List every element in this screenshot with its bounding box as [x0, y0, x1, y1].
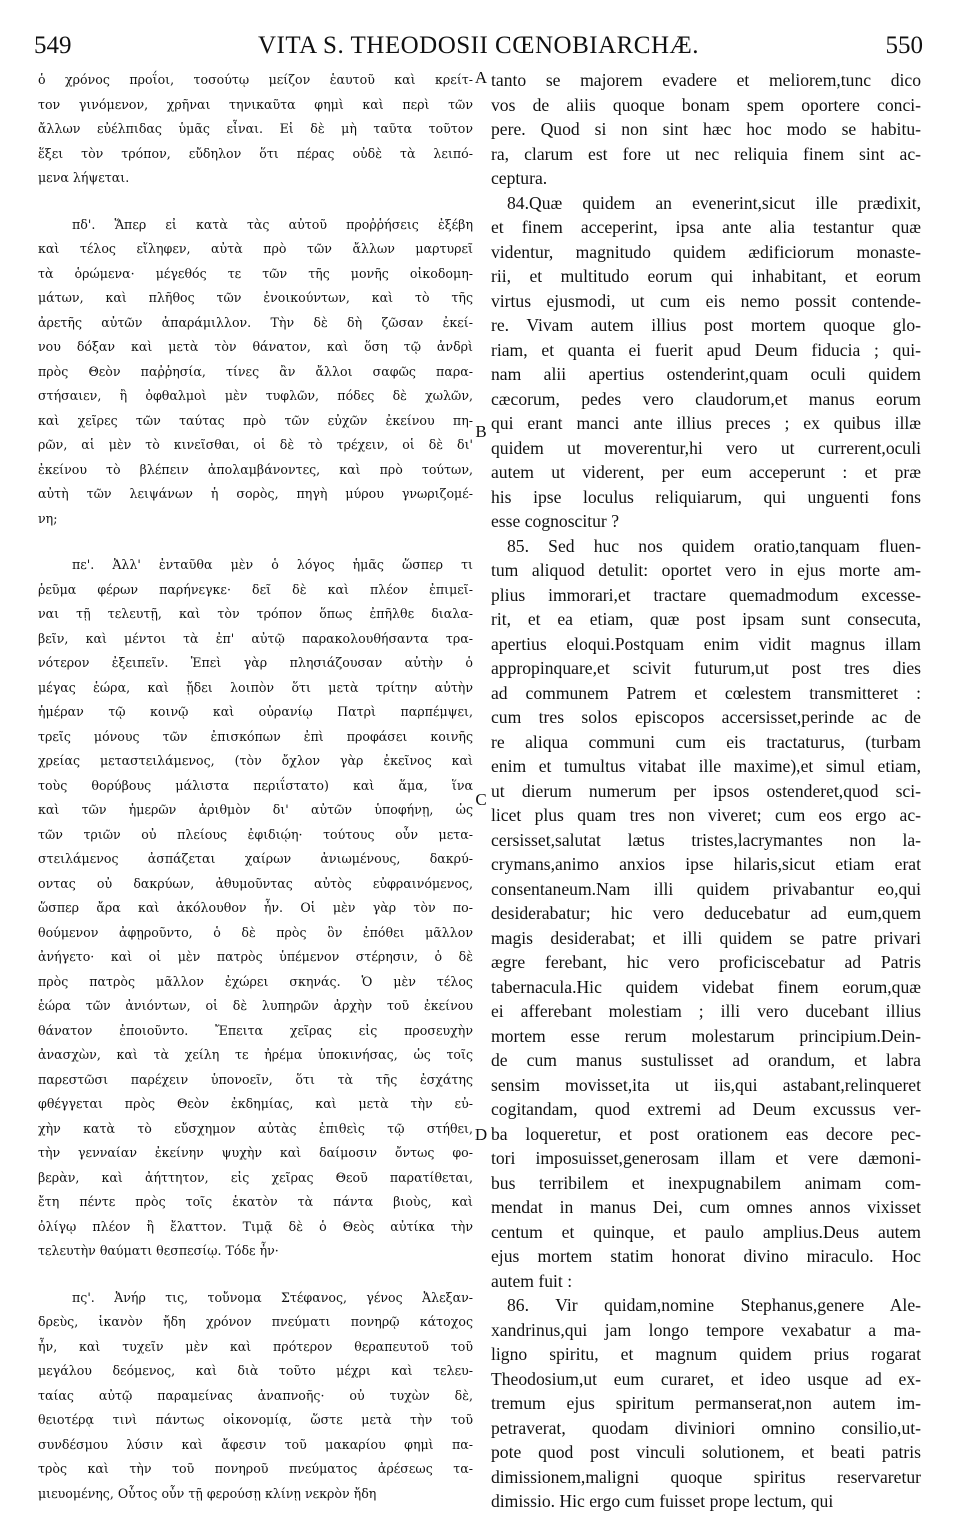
greek-text-line: πδ'. Ἅπερ εἰ κατὰ τὰς αὐτοῦ προῤῥήσεις ἐξέβη: [72, 216, 473, 232]
latin-text-line: pere. Quod si non sint hæc hoc modo se habitu-: [491, 119, 921, 139]
greek-text-line: ἑώρα τῶν ἀνιόντων, οἱ δὲ λυπηρῶν ἀρχὴν τοῦ ἐκείνου: [38, 998, 473, 1013]
latin-text-line: qui erant manci ante illius preces ; ex quibus illæ: [491, 413, 921, 433]
greek-text-line: πε'. Ἀλλ' ἐνταῦθα μὲν ὁ λόγος ἡμᾶς ὥσπερ τι: [72, 557, 473, 572]
latin-paragraph: [491, 191, 921, 534]
latin-text-line: autem fuit :: [491, 1270, 573, 1291]
latin-text-line: riam, et quanta ei fuerit apud Deum fiducia ; qui-: [491, 339, 921, 360]
latin-text-line: ceptura.: [491, 168, 548, 188]
greek-text-line: ὀλίγῳ πλέον ἢ ἔλαττον. Τιμᾷ δὲ ὁ Θεὸς αὐτίκα τὴν: [38, 1218, 473, 1234]
greek-text-line: αὐτὴ τῶν λειψάνων ἡ σορὸς, πηγὴ μύρου γνωριζομέ-: [38, 486, 473, 501]
latin-text-line: licet plus quam tres non viveret; cum eos ergo ac-: [491, 805, 921, 825]
latin-text-line: appropinquare,et scivit futurum,ut post tres dies: [491, 658, 921, 678]
latin-text-line: petraverat, quodam diviniori omnino consilio,ut-: [491, 1417, 921, 1438]
margin-letter-d: D: [474, 1125, 488, 1144]
greek-text-line: πρὸς Θεὸν παῤῥησία, τίνες ἂν ἄλλοι σαφῶς παρα-: [38, 363, 473, 379]
greek-text-line: ἔτη πέντε πρὸς τοῖς ἑκατὸν τὰ πάντα βιοὺς, καὶ: [38, 1194, 473, 1209]
greek-text-line: τῶν τριῶν οὐ πλείους ἐφιδιῴη· τούτους οὖν μετα-: [38, 826, 473, 842]
latin-text-line: rit, et ea etiam, quæ post ipsam sunt consecuta,: [491, 609, 921, 629]
latin-text-line: ba loqueretur, et post orationem eas decore pec-: [491, 1123, 921, 1144]
latin-text-line: re. Vivam autem illius post mortem quoque glo-: [491, 315, 921, 335]
latin-text-line: 84.Quæ quidem an evenerint,sicut ille prædixit,: [507, 192, 921, 213]
latin-paragraph: [491, 68, 921, 191]
latin-text-line: dimissio. Hic ergo cum fuisset prope lectum, qui: [491, 1491, 834, 1511]
greek-text-line: μιευομένης, Οὗτος οὖν τῇ φερούσῃ κλίνῃ νεκρὸν ἤδη: [38, 1485, 377, 1501]
greek-text-line: ἐκείνου τὸ βλέπειν ἀπολαμβάνοντες, καὶ πρὸ τούτων,: [38, 461, 473, 477]
greek-text-line: τὰ ὁρώμενα· μέγεθός τε τῶν τῆς μονῆς οἰκοδομη-: [38, 265, 473, 281]
latin-text-line: ejus mortem statim honorat divino miraculo. Hoc: [491, 1246, 921, 1266]
greek-text-line: μάτων, καὶ πλῆθος τῶν ἐνοικούντων, καὶ τὸ τῆς: [38, 290, 473, 305]
greek-text-line: ἀρετῆς αὐτῶν ἀπαράμιλλον. Τὴν δὲ δὴ ζῶσαν ἐκεί-: [38, 314, 473, 330]
latin-text-line: rii, et multitudo eorum qui inhabitant, et eorum: [491, 266, 921, 286]
latin-text-line: quidem ut moverentur,hi vero ut currerent,oculi: [491, 437, 921, 458]
greek-text-line: χρείας μεταστειλάμενος, (τὸν ὄχλον γὰρ ἐκεῖνος καὶ: [38, 753, 473, 768]
greek-text-line: οντας οὐ δακρύων, ἀθυμοῦντας αὐτὸς εὐφραινόμενος,: [38, 875, 473, 891]
latin-text-line: tum aliquod detulit: oportet vero in ejus morte am-: [491, 560, 921, 580]
greek-text-line: θούμενον ἀφῃροῦντο, ὁ δὲ πρὸς ὃν ἐπόθει μᾶλλον: [38, 924, 473, 940]
running-title: VITA S. THEODOSII CŒNOBIARCHÆ.: [257, 32, 700, 59]
greek-text-line: τον γινόμενον, χρῆναι τηνικαῦτα φημὶ καὶ περὶ τῶν: [38, 96, 473, 112]
latin-text-line: tremum ejus spiritum permanserat,non autem im-: [491, 1393, 921, 1413]
greek-text-line: βερὰν, καὶ ἀήττητον, εἰς χεῖρας Θεοῦ παρατίθεται,: [38, 1169, 473, 1185]
latin-text-line: 86. Vir quidam,nomine Stephanus,genere Ale-: [507, 1295, 921, 1315]
latin-text-line: tanto se majorem evadere et meliorem,tunc dico: [491, 70, 921, 90]
latin-text-line: et finem acceperint, ipsa ante alia testantur quæ: [491, 217, 921, 237]
greek-text-line: τρεῖς μόνους τῶν ἐπισκόπων ἐπὶ προφάσει κοινῆς: [38, 728, 473, 744]
latin-text-line: bus terribilem et inexpugnabilem animam com-: [491, 1172, 921, 1193]
latin-text-line: Theodosium,ut eum curaret, et ideo usque ad ex-: [491, 1368, 921, 1389]
latin-text-line: dimissionem,maligni quoque spiritus reservaretur: [491, 1466, 921, 1487]
greek-text-line: ἡμέραν τῷ κοινῷ καὶ οὐρανίῳ Πατρὶ παρπέμψει,: [38, 704, 473, 719]
greek-text-line: καὶ τέλος εἴληφεν, αὐτὰ πρὸ τῶν ἄλλων μαρτυρεῖ: [38, 241, 473, 256]
greek-text-line: μενα λήψεται.: [38, 170, 130, 185]
latin-text-line: mendat in manus Dei, cum omnes annos vixisset: [491, 1197, 921, 1217]
latin-text-line: desiderabatur; hic vero deducebatur ad eum,quem: [491, 903, 921, 923]
latin-text-line: tabernacula.Hic quidem videbat finem eorum,quæ: [491, 976, 921, 997]
latin-text-line: ei afferebant molestiam ; illi vero ducebant illius: [491, 1001, 921, 1021]
latin-text-line: ligno spiritu, et magnum quidem prius rogarat: [491, 1344, 921, 1364]
latin-text-line: xandrinus,qui jam longo tempore vexabatur a ma-: [491, 1319, 921, 1340]
greek-paragraph: [38, 1286, 473, 1507]
latin-text-line: consentaneum.Nam illi quidem privabantur eo,qui: [491, 878, 921, 899]
greek-text-line: τελευτὴν θαύματι θεσπεσίῳ. Τόδε ἦν·: [38, 1243, 279, 1258]
latin-text-line: cogitandam, quod extremi ad Deum excussus ver-: [491, 1099, 921, 1119]
latin-text-line: vos de aliis quoque bonam spem oportere conci-: [491, 94, 921, 115]
latin-text-line: mortem esse rerum molestarum principium.Dein-: [491, 1025, 921, 1046]
greek-text-line: ταίας αὐτῷ παραμείνας ἀναπνοῆς· οὐ τυχὼν δὲ,: [38, 1387, 473, 1403]
latin-text-line: virtus ejusmodi, ut cum eis nemo possit contende-: [491, 290, 921, 311]
latin-text-line: enim et tumultus vitabat ille maxime),et simul etiam,: [491, 756, 921, 776]
greek-text-line: καὶ τῶν ἡμερῶν ἀριθμὸν δι' αὐτῶν ὑποφήνῃ, ὡς: [38, 802, 473, 817]
paragraph-gap: [38, 1264, 473, 1286]
latin-text-line: nam alii apertius ostenderint,quam oculi quidem: [491, 364, 921, 384]
greek-text-line: ἀνήγετο· καὶ οἱ μὲν πατρὸς ὑπέμενον στέρησιν, ὁ δὲ: [38, 949, 473, 964]
greek-paragraph: [38, 553, 473, 1264]
latin-text-line: cæcorum, pedes vero claudorum,et manus eorum: [491, 388, 921, 409]
latin-paragraph: [491, 534, 921, 1294]
latin-text-line: magis desiderabat; et illi quidem se patre privari: [491, 927, 921, 948]
latin-text-line: videntur, magnitudo quidem ædificiorum monaste-: [491, 241, 921, 262]
latin-text-line: apertius eloqui.Postquam enim vidit magnus illam: [491, 633, 921, 654]
greek-text-line: δρεὺς, ἱκανὸν ἤδη χρόνον πνεύματι πονηρῷ κάτοχος: [38, 1314, 473, 1329]
greek-text-line: μέγας ἑώρα, καὶ ᾔδει λοιπὸν ὅτι μετὰ τρίτην αὐτὴν: [38, 679, 473, 695]
greek-text-line: χὴν κατὰ τὸ εὔσχημον αὐτὰς ἐπιθεὶς τῷ στήθει,: [38, 1120, 473, 1136]
latin-text-line: cum tres solos episcopos accersisset,perinde ac de: [491, 707, 921, 727]
margin-letter-b: B: [475, 422, 487, 441]
greek-text-line: νότερον ἐξειπεῖν. Ἐπεὶ γὰρ πλησιάζουσαν αὐτὴν ὁ: [38, 655, 473, 670]
greek-text-line: πρὸς πατρὸς μᾶλλον ἐχώρει σκηνάς. Ὁ μὲν τέλος: [38, 973, 473, 989]
latin-text-line: autem ut viderent, per eum acceperunt : et præ: [491, 462, 921, 482]
margin-letter-a: A: [474, 68, 488, 87]
greek-text-line: στειλάμενος ἀσπάζεται χαίρων ἀνιωμένους, δακρύ-: [38, 851, 473, 866]
latin-text-column: [491, 68, 921, 1514]
greek-text-column: [38, 68, 473, 1506]
greek-text-line: θειοτέρᾳ τινὶ πάντως οἰκονομίᾳ, ὥστε μετὰ τὴν τοῦ: [38, 1412, 473, 1427]
latin-text-line: 85. Sed huc nos quidem oratio,tanquam fluen-: [507, 535, 921, 556]
greek-text-line: ῥεῦμα φέρων παρήνεγκε· δεῖ δὲ καὶ πλέον ἐπιμεῖ-: [38, 581, 473, 597]
greek-text-line: ἀνασχὼν, καὶ τὰ χείλη τε ἠρέμα ὑποκινήσας, ὡς τοῖς: [38, 1047, 473, 1062]
margin-letter-c: C: [475, 790, 487, 809]
greek-text-line: νη;: [38, 510, 58, 526]
latin-text-line: de cum manus sustulisset ad orandum, et labra: [491, 1050, 921, 1070]
greek-text-line: ὁ χρόνος προΐοι, τοσούτῳ μείζον ἑαυτοῦ καὶ κρείτ-: [38, 72, 473, 87]
greek-text-line: τὴν γενναίαν ἐκείνην ψυχὴν καὶ δαίμοσιν ὄντως φο-: [38, 1145, 473, 1160]
latin-text-line: cersisset,salutat lætus tristes,lacrymantes non la-: [491, 829, 921, 850]
greek-text-line: τοὺς θορύβους μάλιστα περιΐστατο) καὶ ἅμα, ἵνα: [38, 777, 473, 793]
latin-paragraph: [491, 1293, 921, 1514]
latin-text-line: crymans,animo anxios ipse hilaris,sicut etiam erat: [491, 854, 921, 874]
latin-text-line: sensim movisset,ita ut iis,qui astabant,relinqueret: [491, 1074, 921, 1095]
latin-text-line: ad communem Patrem et cœlestem transmitteret :: [491, 682, 921, 703]
greek-text-line: βεῖν, καὶ μέντοι τὰ ἐπ' αὐτῷ παρακολουθήσαντα τρα-: [38, 630, 473, 646]
latin-text-line: plius immorari,et tractare quemadmodum excesse-: [491, 584, 921, 605]
page-header: [34, 30, 923, 62]
greek-paragraph: [38, 68, 473, 191]
greek-text-line: θάνατον ἐποιοῦντο. Ἔπειτα χεῖρας εἰς προσευχὴν: [38, 1022, 473, 1038]
greek-text-line: στήσαιεν, ἢ ὀφθαλμοὶ μὲν τυφλῶν, πόδες δὲ χωλῶν,: [38, 388, 473, 403]
latin-text-line: tori imposuisset,generosam illam et vere dæmoni-: [491, 1148, 921, 1168]
greek-paragraph: [38, 213, 473, 532]
latin-text-line: centum et quinque, et paulo amplius.Deus autem: [491, 1221, 921, 1242]
latin-text-line: ut dierum numerum per ipsos ostenderet,quod sci-: [491, 780, 921, 801]
latin-text-line: pote quod post vinculi solutionem, et beati patris: [491, 1442, 921, 1462]
latin-text-line: re aliqua communi cum eis tractaturus, (turbam: [491, 731, 921, 752]
greek-text-line: μεγάλου δεόμενος, καὶ διὰ τοῦτο μέχρι καὶ τελευ-: [38, 1363, 473, 1378]
greek-text-line: ρῶν, αἱ μὲν τὸ κινεῖσθαι, οἱ δὲ τὸ τρέχειν, οἱ δὲ δι': [38, 437, 473, 452]
greek-text-line: συνδέσμου λύσιν καὶ ἄφεσιν τοῦ μακαρίου φημὶ πα-: [38, 1436, 473, 1452]
page-number-left: 549: [34, 32, 72, 59]
greek-text-line: πς'. Ἀνήρ τις, τοὔνομα Στέφανος, γένος Ἀλεξαν-: [72, 1289, 473, 1305]
latin-text-line: ægre ferebant, hic vero proficiscebatur ad Patris: [491, 952, 921, 972]
greek-text-line: ναι τῇ τελευτῇ, καὶ τὸν τρόπον ὅπως ἐπῆλθε διαλα-: [38, 606, 473, 621]
greek-text-line: νου δόξαν καὶ μετὰ τὸν θάνατον, καὶ ὅση τῷ ἀνδρὶ: [38, 339, 473, 354]
greek-text-line: τρὸς καὶ τὴν τοῦ πονηροῦ πνεύματος ἀρέσεως τα-: [38, 1461, 473, 1476]
greek-text-line: ὥσπερ ἄρα καὶ ἀκόλουθον ἦν. Οἱ μὲν γὰρ τὸν πο-: [38, 900, 473, 915]
latin-text-line: ra, clarum est fore ut nec reliquia finem sint ac-: [491, 143, 921, 164]
paragraph-gap: [38, 191, 473, 213]
latin-text-line: his ipse loculus reliquiarum, qui unguenti fons: [491, 486, 921, 507]
latin-text-line: esse cognoscitur ?: [491, 511, 620, 531]
greek-text-line: παρεστῶσι παρέχειν ὑπονοεῖν, ὅτι τὰ τῆς ἐσχάτης: [38, 1071, 473, 1087]
greek-text-line: φθέγγεται πρὸς Θεὸν ἐκδημίας, καὶ μετὰ τὴν εὐ-: [38, 1096, 473, 1111]
greek-text-line: καὶ χεῖρες τῶν ταύτας πρὸ τῶν εὐχῶν ἐκείνου πη-: [38, 412, 473, 428]
greek-text-line: ἦν, καὶ τυχεῖν μὲν καὶ πρότερον θεραπευτοῦ τοῦ: [38, 1338, 473, 1354]
page-number-right: 550: [885, 32, 923, 59]
paragraph-gap: [38, 531, 473, 553]
greek-text-line: ἄλλων εὐέλπιδας ὑμᾶς εἶναι. Εἰ δὲ μὴ ταῦτα τοῦτον: [38, 121, 473, 136]
greek-text-line: ἕξει τὸν τρόπον, εὔδηλον ὅτι πέρας οὐδὲ τὰ λειπό-: [38, 145, 473, 161]
